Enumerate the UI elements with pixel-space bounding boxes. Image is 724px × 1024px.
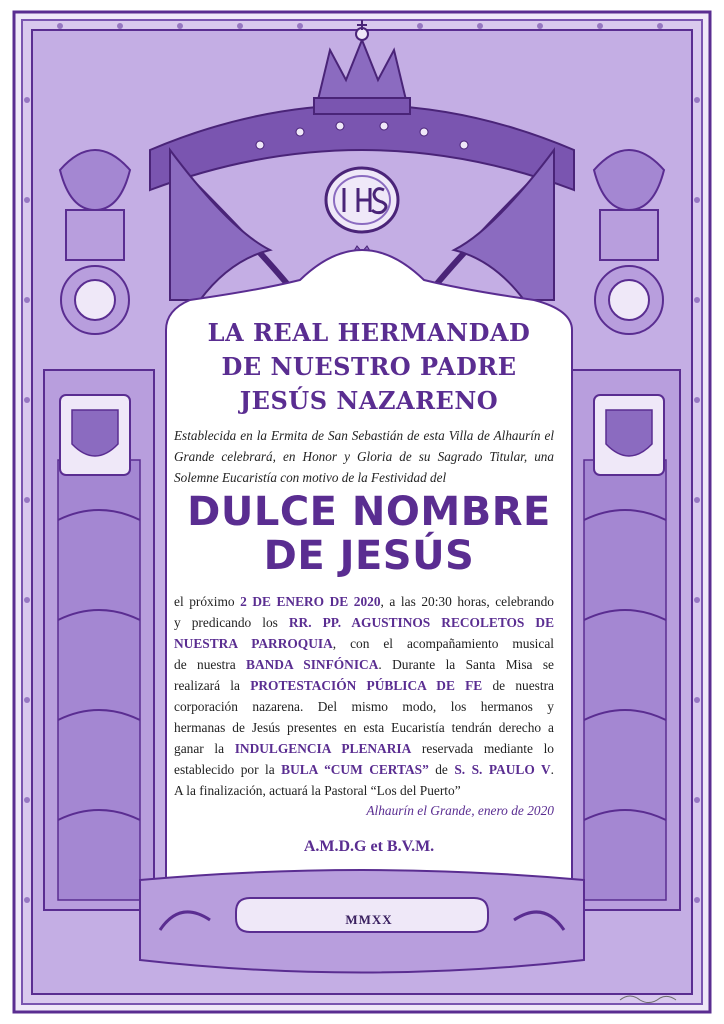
event-date: 2 DE ENERO DE 2020 [240,594,381,609]
feast-title [166,490,572,578]
body-line-3: NUESTRA PARROQUIA, con el acompañamiento musical [174,636,554,651]
intro-paragraph: Establecida en la Ermita de San Sebastián de esta Villa de Alhaurín el Grande celebrará, en Honor y Gloria de su Sagrado Titular, una Solemne Eucaristía con motivo de la Festividad del [174,428,554,485]
title-line-1: LA REAL HERMANDAD [207,318,531,347]
preachers-b: NUESTRA PARROQUIA [174,636,333,651]
body-line-10: A la finalización, actuará la Pastoral “Los del Puerto” [174,783,461,798]
protestation: PROTESTACIÓN PÚBLICA DE FE [250,678,483,693]
body-line-1: el próximo 2 DE ENERO DE 2020, a las 20:30 horas, celebrando [174,594,554,609]
body-line-4: de nuestra BANDA SINFÓNICA. Durante la Santa Misa se [174,657,554,672]
pope-name: S. S. PAULO V [454,762,551,777]
feast-title-line-1: DULCE NOMBRE [187,489,551,535]
motto: A.M.D.G et B.V.M. [303,838,435,855]
body-paragraph [174,591,554,801]
body-line-7: hermanas de Jesús presentes en esta Eucaristía tendrán derecho a [174,720,554,735]
body-line-6: corporación nazarena. Del mismo modo, los hermanos y [174,699,554,714]
indulgence: INDULGENCIA PLENARIA [234,741,412,756]
ihs-monogram-icon [326,168,398,232]
place-date: Alhaurín el Grande, enero de 2020 [366,803,554,818]
title-line-3: JESÚS NAZARENO [239,386,499,415]
band-name: BANDA SINFÓNICA [246,657,379,672]
body-line-9: establecido por la BULA “CUM CERTAS” de S. S. PAULO V. [174,762,554,777]
body-line-5: realizará la PROTESTACIÓN PÚBLICA DE FE de nuestra [174,678,554,693]
title-line-2: DE NUESTRO PADRE [221,352,517,381]
brotherhood-title [166,316,572,418]
year-roman: MMXX [345,912,393,927]
papal-bull: BULA “CUM CERTAS” [281,762,429,777]
preachers-a: RR. PP. AGUSTINOS RECOLETOS DE [288,615,554,630]
body-line-2: y predicando los RR. PP. AGUSTINOS RECOLETOS DE [174,615,554,630]
feast-title-line-2: DE JESÚS [263,533,475,579]
body-line-8: ganar la INDULGENCIA PLENARIA reservada mediante lo [174,741,554,756]
